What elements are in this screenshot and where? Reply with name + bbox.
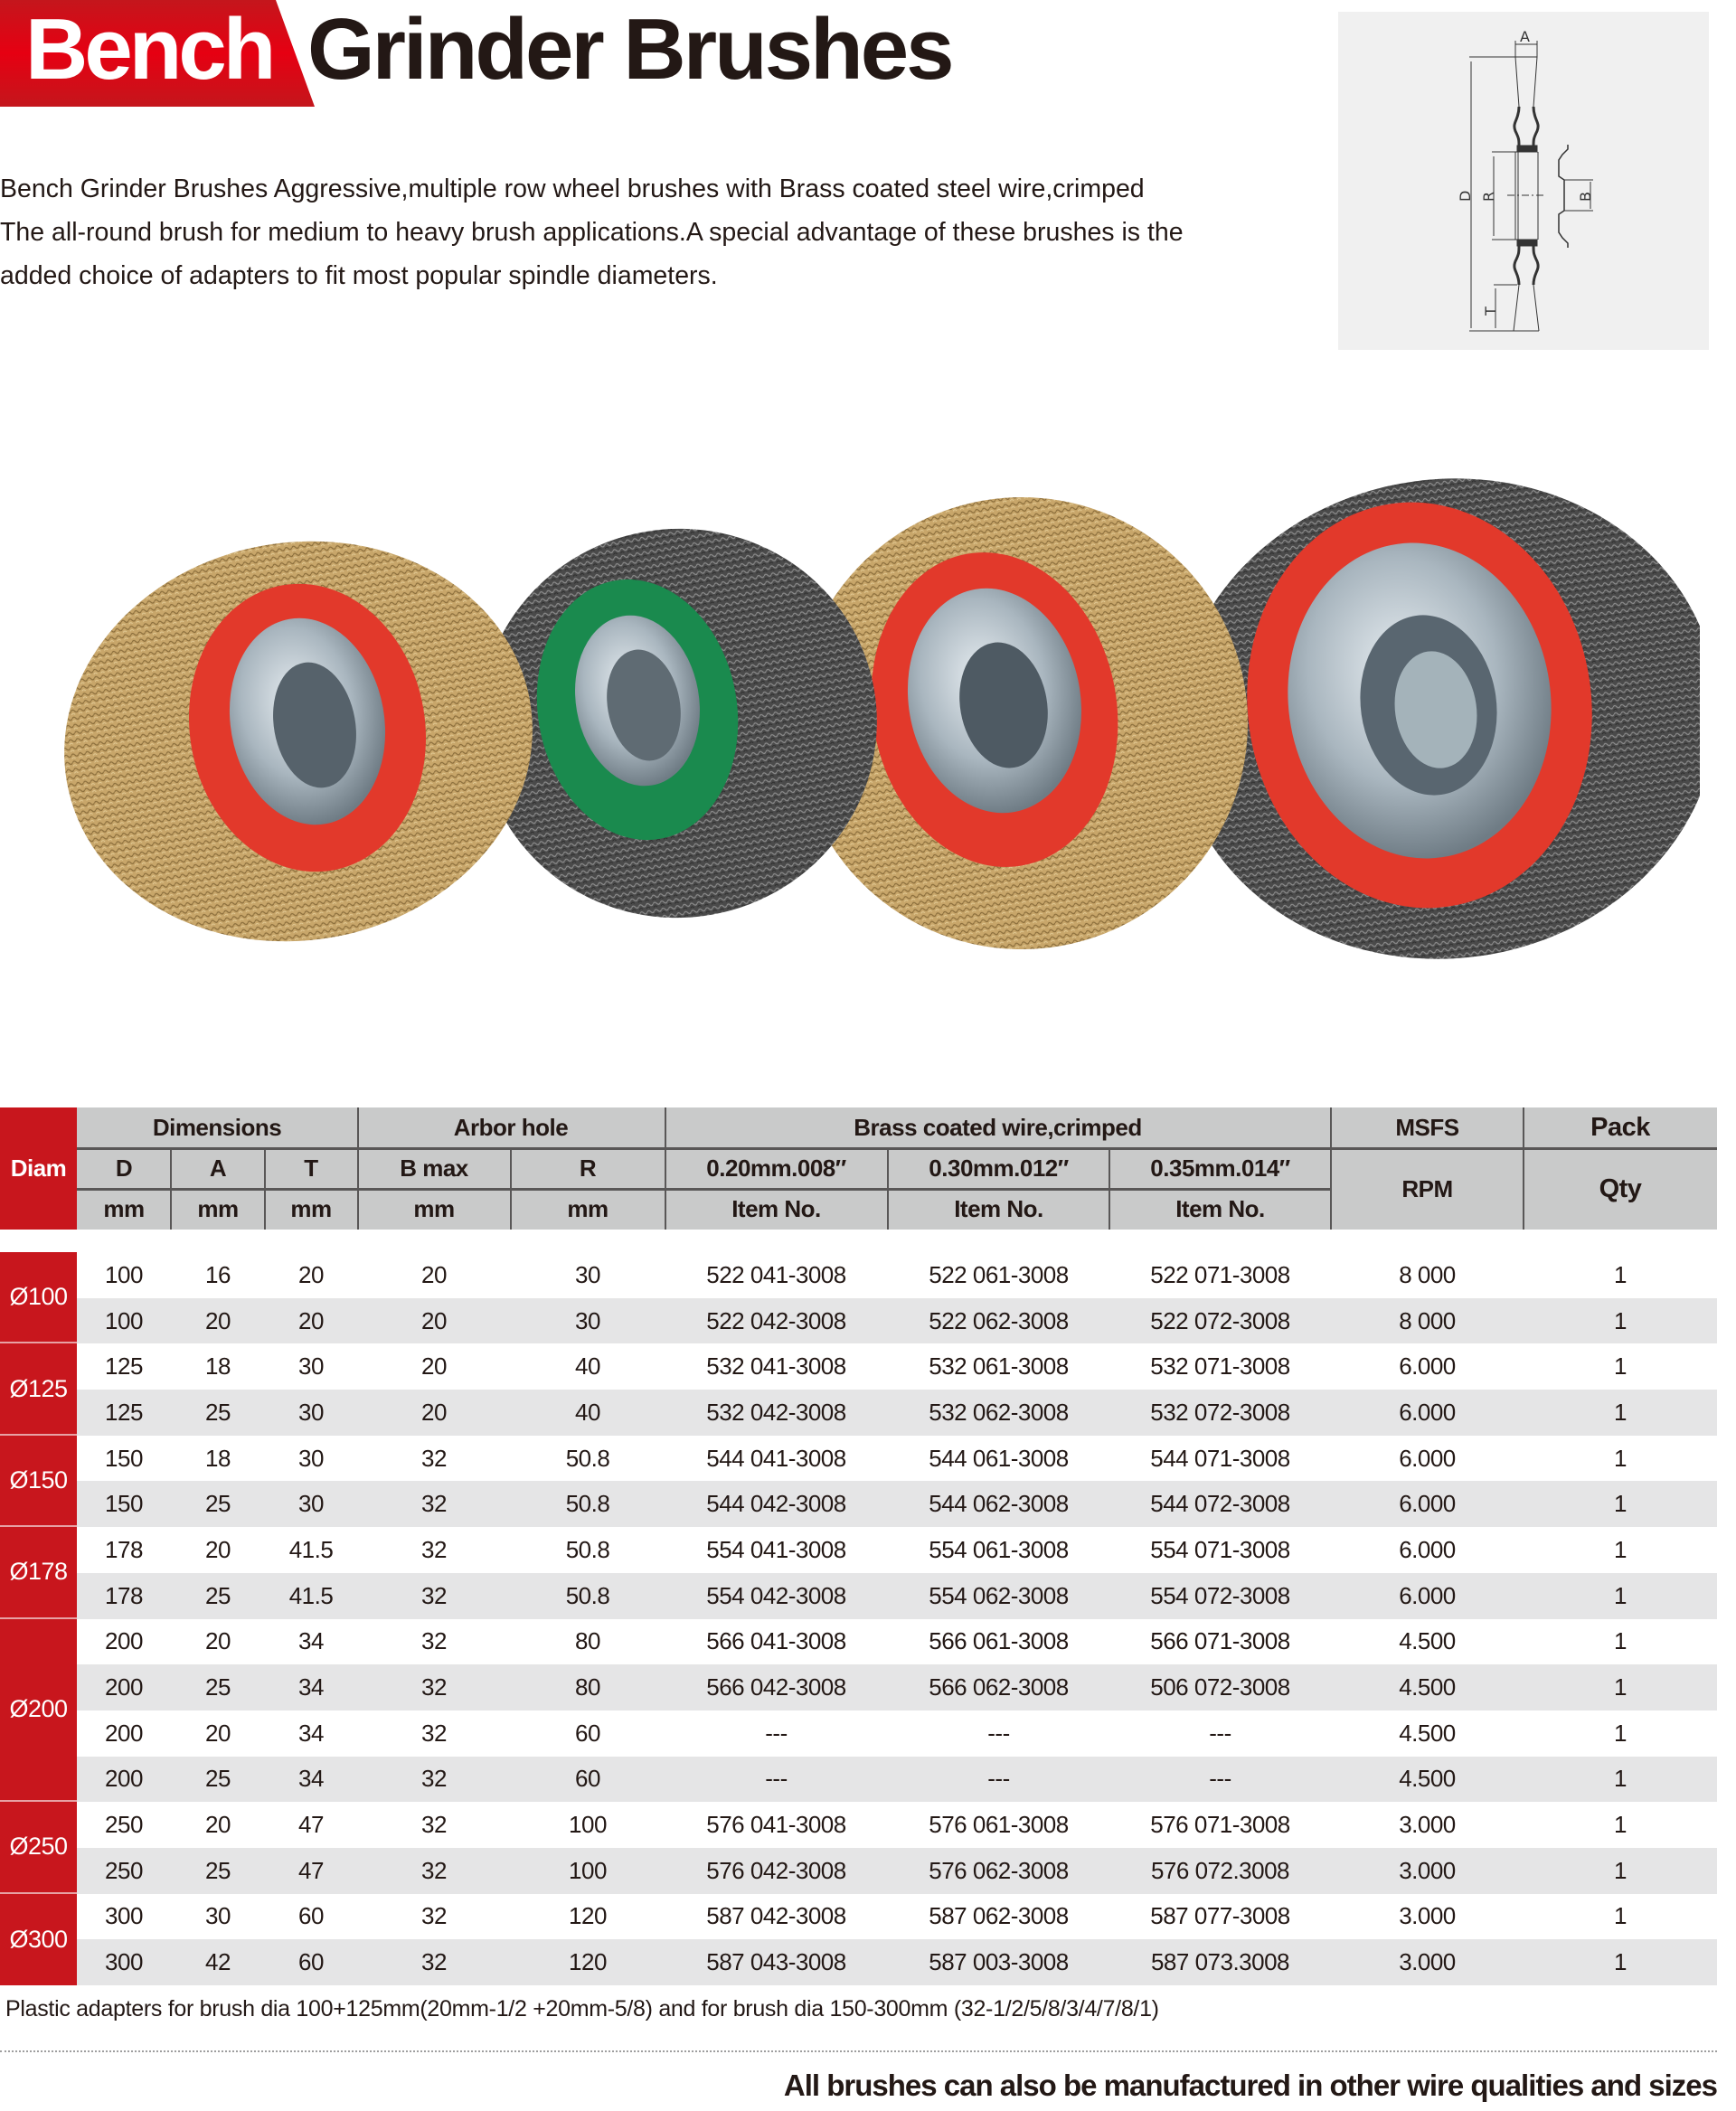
cell-w020: 522 042-3008 — [706, 1306, 846, 1334]
table-body — [0, 1252, 1717, 1985]
cell-d: 150 — [105, 1490, 143, 1518]
cell-a: 20 — [205, 1719, 231, 1747]
cell-w020: --- — [765, 1765, 788, 1793]
cell-w020: 566 041-3008 — [706, 1627, 846, 1655]
cell-w030: 587 003-3008 — [929, 1948, 1069, 1976]
header-divider — [1330, 1107, 1332, 1230]
cell-a: 25 — [205, 1765, 231, 1793]
cell-qty: 1 — [1614, 1352, 1627, 1381]
cell-w020: 554 042-3008 — [706, 1581, 846, 1609]
dim-label-d: D — [1457, 190, 1474, 202]
unit-wire-030: Item No. — [954, 1195, 1043, 1222]
table-row — [77, 1848, 1717, 1894]
cell-qty: 1 — [1614, 1856, 1627, 1884]
dim-label-a: A — [1520, 28, 1530, 45]
cell-a: 42 — [205, 1948, 231, 1976]
dotted-divider — [0, 2050, 1717, 2052]
cell-rpm: 3.000 — [1399, 1856, 1456, 1884]
cell-w020: 522 041-3008 — [706, 1260, 846, 1288]
table-row — [77, 1481, 1717, 1527]
cell-qty: 1 — [1614, 1627, 1627, 1655]
cell-t: 30 — [298, 1490, 324, 1518]
diameter-label: Ø250 — [0, 1802, 77, 1893]
cell-w020: 544 041-3008 — [706, 1444, 846, 1472]
diameter-group — [0, 1802, 1717, 1893]
cell-w030: --- — [987, 1765, 1010, 1793]
header-divider — [1109, 1148, 1110, 1230]
table-row — [77, 1664, 1717, 1710]
cell-w020: --- — [765, 1719, 788, 1747]
header-wire-020: 0.20mm.008″ — [706, 1154, 846, 1182]
cell-w030: 532 062-3008 — [929, 1398, 1069, 1426]
cell-w035: 544 071-3008 — [1150, 1444, 1290, 1472]
cell-w020: 587 043-3008 — [706, 1948, 846, 1976]
unit-a: mm — [197, 1195, 239, 1222]
cell-w030: 554 062-3008 — [929, 1581, 1069, 1609]
cell-w035: 587 073.3008 — [1150, 1948, 1290, 1976]
cell-rpm: 6.000 — [1399, 1352, 1456, 1381]
cell-t: 47 — [298, 1811, 324, 1839]
cell-d: 100 — [105, 1260, 143, 1288]
cell-a: 25 — [205, 1856, 231, 1884]
cell-a: 18 — [205, 1444, 231, 1472]
header-r: R — [579, 1154, 597, 1182]
cell-a: 25 — [205, 1581, 231, 1609]
brush-brass-small — [36, 504, 564, 978]
header-rpm: RPM — [1401, 1174, 1453, 1202]
header-arbor-hole: Arbor hole — [453, 1114, 569, 1141]
header-divider — [510, 1148, 512, 1230]
cell-rpm: 8 000 — [1399, 1260, 1456, 1288]
diameter-group — [0, 1894, 1717, 1985]
cell-w030: 544 062-3008 — [929, 1490, 1069, 1518]
cell-t: 20 — [298, 1260, 324, 1288]
wire-brushes-image — [36, 452, 1700, 994]
header-pack: Pack — [1590, 1113, 1650, 1142]
cell-a: 20 — [205, 1535, 231, 1563]
cell-t: 20 — [298, 1306, 324, 1334]
cell-d: 200 — [105, 1765, 143, 1793]
cell-w020: 566 042-3008 — [706, 1673, 846, 1701]
cell-qty: 1 — [1614, 1765, 1627, 1793]
cell-qty: 1 — [1614, 1719, 1627, 1747]
dim-label-t: T — [1482, 306, 1499, 316]
cell-bmax: 32 — [421, 1811, 447, 1839]
cell-bmax: 20 — [421, 1306, 447, 1334]
cell-qty: 1 — [1614, 1811, 1627, 1839]
diameter-group — [0, 1527, 1717, 1618]
cell-a: 20 — [205, 1811, 231, 1839]
header-bmax: B max — [400, 1154, 468, 1182]
cell-qty: 1 — [1614, 1902, 1627, 1930]
cell-d: 300 — [105, 1902, 143, 1930]
unit-r: mm — [567, 1195, 609, 1222]
cell-t: 30 — [298, 1444, 324, 1472]
cell-w030: 544 061-3008 — [929, 1444, 1069, 1472]
dim-label-b: B — [1577, 192, 1594, 202]
cell-w020: 544 042-3008 — [706, 1490, 846, 1518]
cell-bmax: 32 — [421, 1948, 447, 1976]
cell-r: 60 — [575, 1719, 600, 1747]
cell-r: 30 — [575, 1260, 600, 1288]
cell-qty: 1 — [1614, 1398, 1627, 1426]
cell-bmax: 32 — [421, 1765, 447, 1793]
cell-bmax: 20 — [421, 1398, 447, 1426]
cell-a: 25 — [205, 1398, 231, 1426]
cell-r: 40 — [575, 1352, 600, 1381]
table-row — [77, 1436, 1717, 1482]
cell-bmax: 20 — [421, 1260, 447, 1288]
header-divider — [665, 1107, 666, 1230]
cell-w035: 587 077-3008 — [1150, 1902, 1290, 1930]
header-divider — [77, 1147, 1717, 1150]
cell-d: 250 — [105, 1856, 143, 1884]
diameter-group — [0, 1619, 1717, 1803]
cell-t: 34 — [298, 1627, 324, 1655]
cell-w030: 522 061-3008 — [929, 1260, 1069, 1288]
cell-w035: --- — [1209, 1719, 1231, 1747]
cell-a: 16 — [205, 1260, 231, 1288]
cell-w035: 554 071-3008 — [1150, 1535, 1290, 1563]
cell-d: 125 — [105, 1352, 143, 1381]
cell-d: 178 — [105, 1581, 143, 1609]
cell-d: 200 — [105, 1627, 143, 1655]
cell-d: 125 — [105, 1398, 143, 1426]
cell-t: 30 — [298, 1398, 324, 1426]
cell-rpm: 3.000 — [1399, 1948, 1456, 1976]
cell-w030: 576 061-3008 — [929, 1811, 1069, 1839]
cell-w020: 554 041-3008 — [706, 1535, 846, 1563]
table-row — [77, 1390, 1717, 1436]
cell-w035: 532 071-3008 — [1150, 1352, 1290, 1381]
cell-qty: 1 — [1614, 1260, 1627, 1288]
cell-rpm: 6.000 — [1399, 1581, 1456, 1609]
table-header — [0, 1107, 1717, 1230]
table-row — [77, 1527, 1717, 1573]
cell-bmax: 32 — [421, 1535, 447, 1563]
cell-w030: --- — [987, 1719, 1010, 1747]
cell-t: 34 — [298, 1765, 324, 1793]
header-wire: Brass coated wire,crimped — [854, 1114, 1142, 1141]
description-line: added choice of adapters to fit most popular spindle diameters. — [0, 261, 718, 290]
cell-qty: 1 — [1614, 1535, 1627, 1563]
cell-r: 60 — [575, 1765, 600, 1793]
cell-rpm: 6.000 — [1399, 1490, 1456, 1518]
cell-r: 120 — [569, 1948, 607, 1976]
adapter-note: Plastic adapters for brush dia 100+125mm(20mm-1/2 +20mm-5/8) and for brush dia 150-300mm (32-1/2/5/8/3/4/7/8/1) — [5, 1996, 1159, 2021]
table-row — [77, 1573, 1717, 1619]
header-wire-035: 0.35mm.014″ — [1150, 1154, 1290, 1182]
cell-qty: 1 — [1614, 1490, 1627, 1518]
cell-qty: 1 — [1614, 1581, 1627, 1609]
cell-w020: 587 042-3008 — [706, 1902, 846, 1930]
cell-rpm: 4.500 — [1399, 1765, 1456, 1793]
cell-bmax: 32 — [421, 1444, 447, 1472]
tagline: All brushes can also be manufactured in other wire qualities and sizes — [783, 2069, 1717, 2102]
table-row — [77, 1343, 1717, 1390]
cell-a: 25 — [205, 1673, 231, 1701]
diameter-label: Ø100 — [0, 1252, 77, 1343]
cell-t: 41.5 — [288, 1581, 334, 1609]
cell-a: 30 — [205, 1902, 231, 1930]
dimension-diagram — [1338, 12, 1709, 350]
cell-w035: 544 072-3008 — [1150, 1490, 1290, 1518]
cell-a: 25 — [205, 1490, 231, 1518]
cell-w030: 522 062-3008 — [929, 1306, 1069, 1334]
cell-w035: 576 071-3008 — [1150, 1811, 1290, 1839]
product-photo — [36, 452, 1700, 994]
cell-t: 60 — [298, 1948, 324, 1976]
cell-r: 40 — [575, 1398, 600, 1426]
cell-r: 30 — [575, 1306, 600, 1334]
cell-rpm: 3.000 — [1399, 1902, 1456, 1930]
unit-bmax: mm — [413, 1195, 455, 1222]
cell-bmax: 32 — [421, 1719, 447, 1747]
table-row — [77, 1619, 1717, 1665]
spec-table — [0, 1107, 1717, 1976]
cell-w035: 576 072.3008 — [1150, 1856, 1290, 1884]
cell-w035: 566 071-3008 — [1150, 1627, 1290, 1655]
unit-t: mm — [290, 1195, 332, 1222]
cell-w035: 554 072-3008 — [1150, 1581, 1290, 1609]
diameter-label: Ø300 — [0, 1894, 77, 1985]
header-divider — [170, 1148, 172, 1230]
cell-w030: 554 061-3008 — [929, 1535, 1069, 1563]
cell-t: 34 — [298, 1719, 324, 1747]
cell-r: 100 — [569, 1856, 607, 1884]
cell-r: 120 — [569, 1902, 607, 1930]
cell-r: 80 — [575, 1673, 600, 1701]
cell-qty: 1 — [1614, 1673, 1627, 1701]
cell-rpm: 6.000 — [1399, 1444, 1456, 1472]
cell-w030: 576 062-3008 — [929, 1856, 1069, 1884]
product-description — [0, 167, 1230, 297]
cell-bmax: 20 — [421, 1352, 447, 1381]
cell-qty: 1 — [1614, 1948, 1627, 1976]
diameter-label: Ø125 — [0, 1343, 77, 1435]
header-qty: Qty — [1599, 1173, 1642, 1203]
cell-d: 300 — [105, 1948, 143, 1976]
cell-qty: 1 — [1614, 1444, 1627, 1472]
page-title: Grinder Brushes — [307, 1, 952, 98]
cell-r: 50.8 — [565, 1581, 610, 1609]
description-line: Bench Grinder Brushes Aggressive,multiple row wheel brushes with Brass coated steel wire,crimped — [0, 174, 1145, 203]
cell-a: 18 — [205, 1352, 231, 1381]
table-row — [77, 1252, 1717, 1298]
cell-t: 47 — [298, 1856, 324, 1884]
cell-qty: 1 — [1614, 1306, 1627, 1334]
cell-a: 20 — [205, 1306, 231, 1334]
cell-w035: 506 072-3008 — [1150, 1673, 1290, 1701]
dim-label-r: R — [1480, 191, 1497, 202]
header-msfs: MSFS — [1395, 1114, 1459, 1141]
unit-wire-035: Item No. — [1175, 1195, 1265, 1222]
cell-w035: 532 072-3008 — [1150, 1398, 1290, 1426]
header-divider — [357, 1107, 359, 1230]
unit-wire-020: Item No. — [731, 1195, 821, 1222]
cell-bmax: 32 — [421, 1627, 447, 1655]
cell-d: 150 — [105, 1444, 143, 1472]
cell-bmax: 32 — [421, 1490, 447, 1518]
cell-w030: 566 062-3008 — [929, 1673, 1069, 1701]
cell-d: 250 — [105, 1811, 143, 1839]
header-wire-030: 0.30mm.012″ — [929, 1154, 1069, 1182]
table-row — [77, 1894, 1717, 1940]
cell-w020: 532 042-3008 — [706, 1398, 846, 1426]
title-highlight: Bench — [25, 1, 273, 98]
cell-r: 80 — [575, 1627, 600, 1655]
cell-w035: 522 071-3008 — [1150, 1260, 1290, 1288]
cell-rpm: 6.000 — [1399, 1535, 1456, 1563]
cell-rpm: 4.500 — [1399, 1627, 1456, 1655]
diameter-group — [0, 1436, 1717, 1527]
cell-r: 50.8 — [565, 1444, 610, 1472]
cell-t: 60 — [298, 1902, 324, 1930]
diameter-group — [0, 1343, 1717, 1435]
header-a: A — [209, 1154, 227, 1182]
cell-d: 100 — [105, 1306, 143, 1334]
cell-a: 20 — [205, 1627, 231, 1655]
unit-d: mm — [103, 1195, 145, 1222]
diameter-label: Ø150 — [0, 1436, 77, 1527]
cell-w030: 566 061-3008 — [929, 1627, 1069, 1655]
cell-rpm: 4.500 — [1399, 1719, 1456, 1747]
header-divider — [1523, 1107, 1524, 1230]
cell-bmax: 32 — [421, 1673, 447, 1701]
cell-w020: 576 042-3008 — [706, 1856, 846, 1884]
cell-rpm: 4.500 — [1399, 1673, 1456, 1701]
cell-t: 34 — [298, 1673, 324, 1701]
cell-w035: 522 072-3008 — [1150, 1306, 1290, 1334]
header-dimensions: Dimensions — [152, 1114, 282, 1141]
table-row — [77, 1802, 1717, 1848]
cell-w030: 587 062-3008 — [929, 1902, 1069, 1930]
header-divider — [887, 1148, 889, 1230]
header-d: D — [115, 1154, 133, 1182]
cell-rpm: 8 000 — [1399, 1306, 1456, 1334]
diameter-label: Ø200 — [0, 1619, 77, 1803]
cell-w020: 576 041-3008 — [706, 1811, 846, 1839]
brush-cross-section-icon — [1338, 12, 1709, 350]
cell-w035: --- — [1209, 1765, 1231, 1793]
cell-d: 178 — [105, 1535, 143, 1563]
cell-r: 50.8 — [565, 1490, 610, 1518]
table-row — [77, 1939, 1717, 1985]
cell-bmax: 32 — [421, 1856, 447, 1884]
cell-r: 100 — [569, 1811, 607, 1839]
cell-bmax: 32 — [421, 1902, 447, 1930]
cell-d: 200 — [105, 1719, 143, 1747]
cell-r: 50.8 — [565, 1535, 610, 1563]
header-t: T — [304, 1154, 318, 1182]
header-divider — [264, 1148, 266, 1230]
diameter-group — [0, 1252, 1717, 1343]
cell-w020: 532 041-3008 — [706, 1352, 846, 1381]
table-row — [77, 1757, 1717, 1803]
description-line: The all-round brush for medium to heavy brush applications.A special advantage of these brushes is the — [0, 218, 1184, 247]
table-row — [77, 1710, 1717, 1757]
cell-rpm: 3.000 — [1399, 1811, 1456, 1839]
cell-d: 200 — [105, 1673, 143, 1701]
diameter-label: Ø178 — [0, 1527, 77, 1618]
cell-t: 30 — [298, 1352, 324, 1381]
cell-bmax: 32 — [421, 1581, 447, 1609]
table-row — [77, 1298, 1717, 1344]
cell-rpm: 6.000 — [1399, 1398, 1456, 1426]
header-diam: Diam — [0, 1107, 77, 1230]
cell-t: 41.5 — [288, 1535, 334, 1563]
cell-w030: 532 061-3008 — [929, 1352, 1069, 1381]
